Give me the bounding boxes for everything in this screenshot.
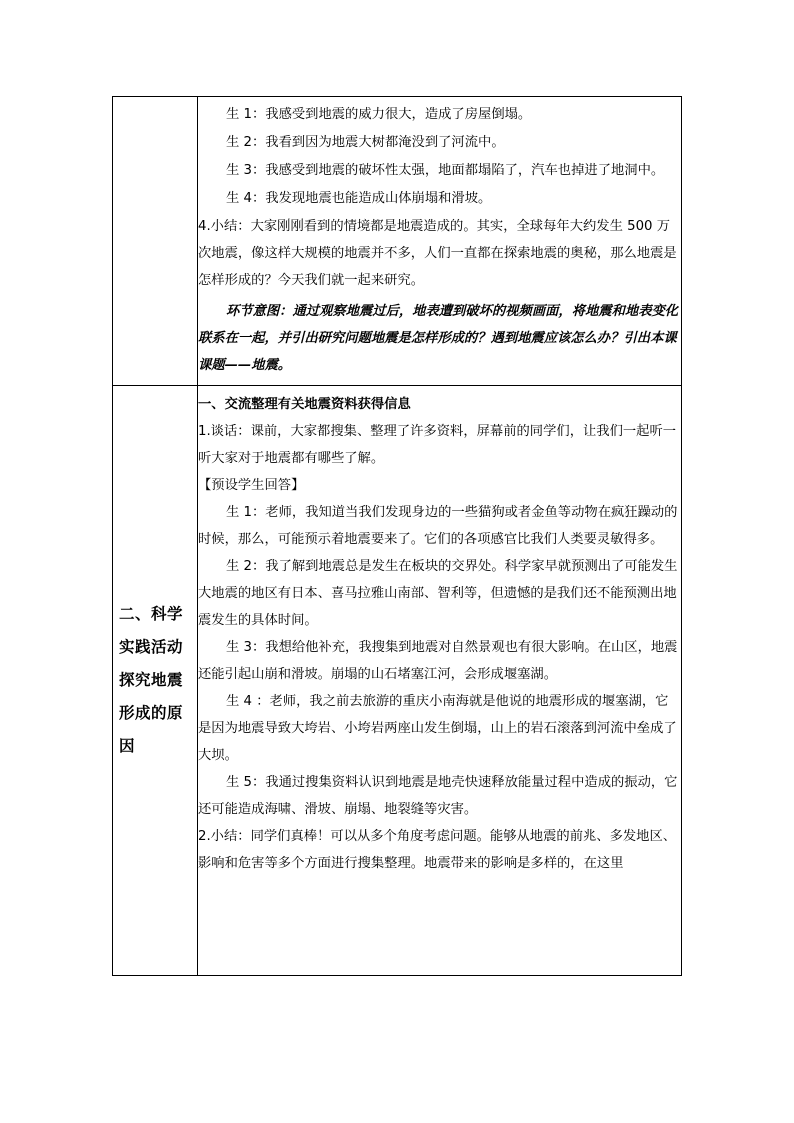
talk-paragraph: 1.谈话：课前，大家都搜集、整理了许多资料，屏幕前的同学们，让我们一起听一听大家对于地震都有哪些了解。 [198,424,677,466]
section-cell-empty [113,97,198,386]
student-answer-1: 生 1：我感受到地震的威力很大，造成了房屋倒塌。 [226,107,532,122]
student-answer-5: 生 5：我通过搜集资料认识到地震是地壳快速释放能量过程中造成的振动，它还可能造成海啸、滑坡、崩塌、地裂缝等灾害。 [198,775,678,817]
summary-paragraph: 4.小结：大家刚刚看到的情境都是地震造成的。其实，全球每年大约发生 500 万次地震，像这样大规模的地震并不多，人们一直都在探索地震的奥秘，那么地震是怎样形成的？今天我们就一起来研究。 [198,219,677,288]
student-answer-1: 生 1：老师，我知道当我们发现身边的一些猫狗或者金鱼等动物在疯狂躁动的时候，那么，可能预示着地震要来了。它们的各项感官比我们人类要灵敏得多。 [198,505,678,547]
student-answer-3: 生 3：我想给他补充，我搜集到地震对自然景观也有很大影响。在山区，地震还能引起山崩和滑坡。崩塌的山石堵塞江河，会形成堰塞湖。 [198,640,678,682]
lesson-plan-table [112,96,682,976]
section-title-cell [113,386,198,976]
content-cell [198,386,682,976]
student-answer-4: 生 4 ：老师，我之前去旅游的重庆小南海就是他说的地震形成的堰塞湖，它是因为地震导致大垮岩、小垮岩两座山发生倒塌，山上的岩石滚落到河流中垒成了大坝。 [198,694,677,763]
table-row [113,386,682,976]
table-row [113,97,682,386]
preset-answer-label: 【预设学生回答】 [198,478,305,493]
intent-paragraph: 环节意图：通过观察地震过后，地表遭到破坏的视频画面，将地震和地表变化联系在一起，并引出研究问题地震是怎样形成的？遇到地震应该怎么办？引出本课课题——地震。 [198,304,679,373]
student-answer-4: 生 4：我发现地震也能造成山体崩塌和滑坡。 [226,191,492,206]
subsection-heading: 一、交流整理有关地震资料获得信息 [198,397,411,412]
student-answer-3: 生 3：我感受到地震的破坏性太强，地面都塌陷了，汽车也掉进了地洞中。 [226,163,665,178]
content-cell [198,97,682,386]
student-answer-2: 生 2：我了解到地震总是发生在板块的交界处。科学家早就预测出了可能发生大地震的地区有日本、喜马拉雅山南部、智利等，但遗憾的是我们还不能预测出地震发生的具体时间。 [198,559,678,628]
student-answer-2: 生 2：我看到因为地震大树都淹没到了河流中。 [226,135,505,150]
summary-paragraph: 2.小结：同学们真棒！可以从多个角度考虑问题。能够从地震的前兆、多发地区、影响和危害等多个方面进行搜集整理。地震带来的影响是多样的，在这里 [198,829,677,871]
section-title: 二、科学实践活动探究地震形成的原因 [119,605,184,755]
